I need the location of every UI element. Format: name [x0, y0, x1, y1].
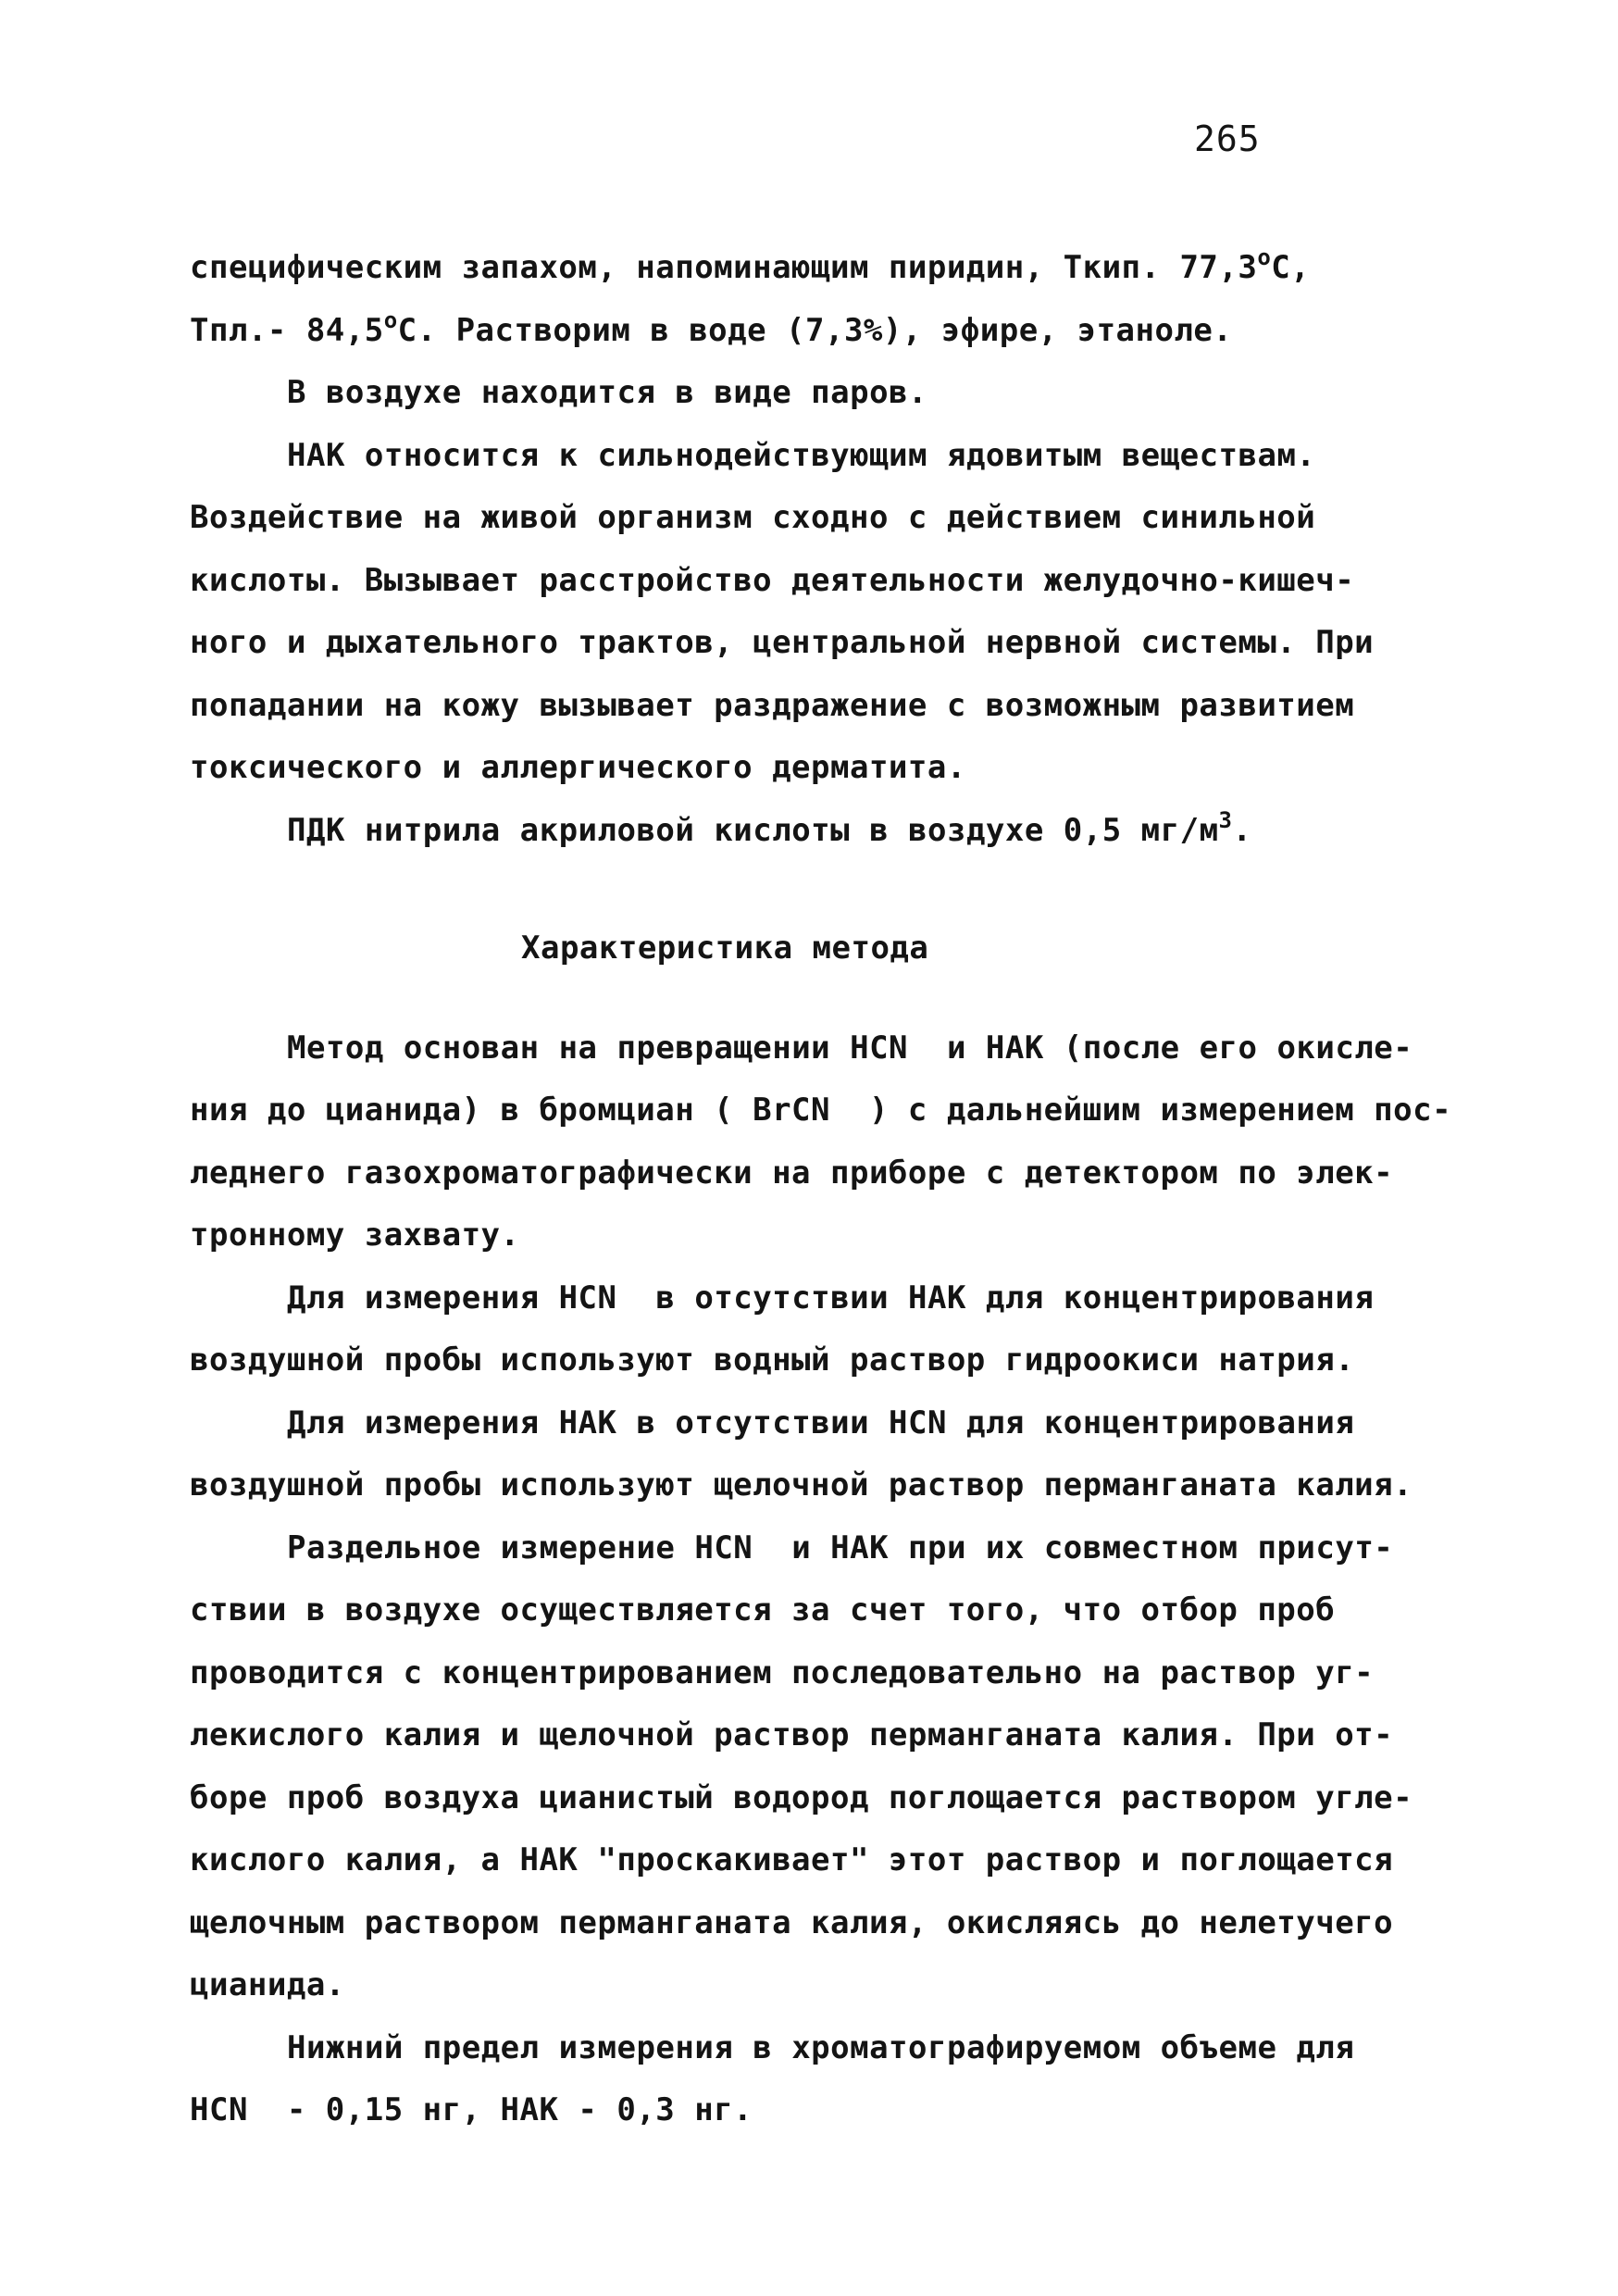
text-line: [190, 237, 1439, 300]
text-line: кислого калия, а НАК "проскакивает" этот раствор и поглощается: [190, 1841, 1394, 1878]
text-line-part: С,: [1271, 249, 1311, 286]
spacer: [190, 980, 1439, 1017]
text-line-part: С. Растворим в воде (7,3%), эфире, этаноле.: [397, 311, 1233, 349]
spacer: [190, 862, 1439, 917]
text-line: ствии в воздухе осуществляется за счет того, что отбор проб: [190, 1591, 1336, 1628]
text-line: леднего газохроматографически на приборе с детектором по элек-: [190, 1154, 1394, 1192]
text-line: кислоты. Вызывает расстройство деятельности желудочно-кишеч-: [190, 561, 1355, 599]
section-heading: Характеристика метода: [521, 930, 929, 967]
text-line: ного и дыхательного трактов, центральной нервной системы. При: [190, 624, 1375, 661]
text-line: Для измерения НАК в отсутствии НСN для концентрирования: [287, 1404, 1355, 1441]
text-line: попадании на кожу вызывает раздражение с возможным развитием: [190, 686, 1355, 724]
text-line: НСN - 0,15 нг, НАК - 0,3 нг.: [190, 2091, 753, 2128]
text-line-part: специфическим запахом, напоминающим пиридин, Ткип. 77,3: [190, 249, 1258, 286]
text-line: лекислого калия и щелочной раствор перманганата калия. При от-: [190, 1716, 1394, 1753]
text-line: щелочным раствором перманганата калия, окисляясь до нелетучего: [190, 1903, 1394, 1941]
text-line: НАК относится к сильнодействующим ядовитым веществам.: [287, 436, 1316, 474]
text-line-part: Тпл.- 84,5: [190, 311, 384, 349]
text-line: цианида.: [190, 1966, 345, 2003]
degree-superscript: о: [383, 306, 398, 333]
text-line: боре проб воздуха цианистый водород поглощается раствором угле-: [190, 1778, 1413, 1816]
cube-superscript: 3: [1218, 806, 1233, 833]
text-line: тронному захвату.: [190, 1217, 520, 1254]
text-line: В воздухе находится в виде паров.: [287, 374, 928, 411]
text-line: токсического и аллергического дерматита.: [190, 749, 966, 786]
text-line-part: ПДК нитрила акриловой кислоты в воздухе 0,5 мг/м: [287, 811, 1219, 849]
page-number: 265: [1194, 119, 1261, 159]
text-line-part: .: [1232, 811, 1252, 849]
text-line: [190, 300, 1439, 363]
text-line: Для измерения НСN в отсутствии НАК для концентрирования: [287, 1279, 1375, 1316]
degree-superscript: о: [1257, 244, 1272, 270]
text-line: проводится с концентрированием последовательно на раствор уг-: [190, 1653, 1375, 1691]
text-line: воздушной пробы используют щелочной раствор перманганата калия.: [190, 1466, 1413, 1504]
text-line: Метод основан на превращении НСN и НАК (после его окисле-: [287, 1029, 1413, 1067]
text-line: Воздействие на живой организм сходно с действием синильной: [190, 499, 1316, 536]
text-line: Раздельное измерение НСN и НАК при их совместном присут-: [287, 1529, 1394, 1566]
text-line: воздушной пробы используют водный раствор гидроокиси натрия.: [190, 1341, 1355, 1379]
text-line: Нижний предел измерения в хроматографируемом объеме для: [287, 2028, 1355, 2066]
body-text: [190, 237, 1452, 2142]
text-line: ния до цианида) в бромциан ( BrCN ) с дальнейшим измерением пос-: [190, 1092, 1452, 1129]
text-line: [190, 800, 1439, 863]
